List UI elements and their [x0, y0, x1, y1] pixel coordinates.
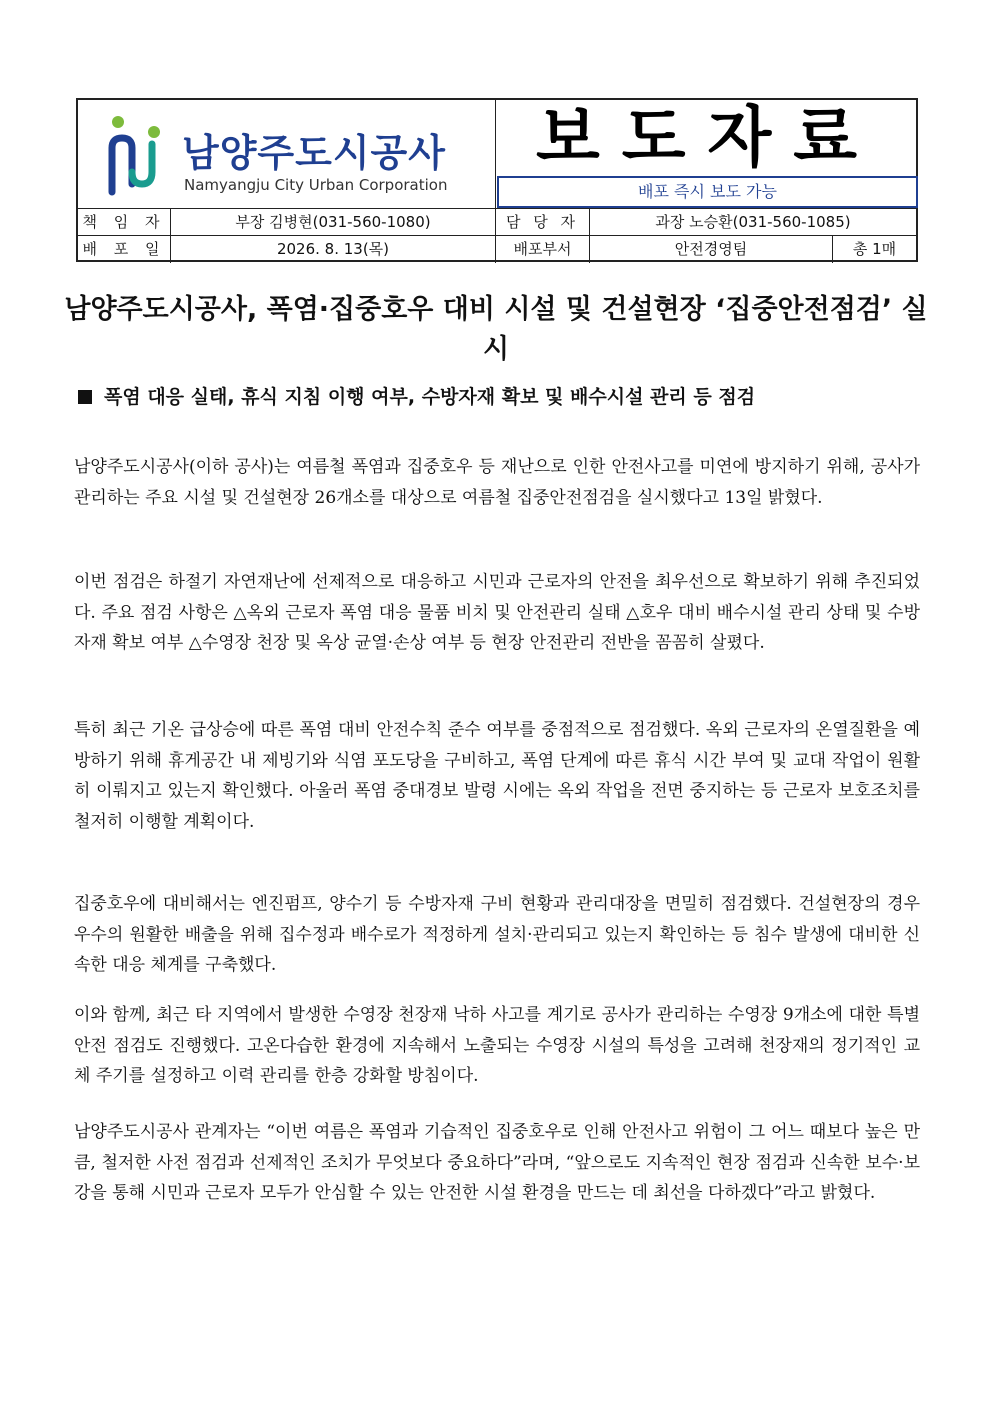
- paragraph: 특히 최근 기온 급상승에 따른 폭염 대비 안전수칙 준수 여부를 중점적으로 점검했다. 옥외 근로자의 온열질환을 예방하기 위해 휴게공간 내 제빙기와 식염 포도당을 구비하고, 폭염 단계에 따른 휴식 시간 부여 및 교대 작업이 원활히 이뤄지고 있는지 확인했다. 아울러 폭염 중대경보 발령 시에는 옥외 작업을 전면 중지하는 등 근로자 보호조치를 철저히 이행할 계획이다.: [74, 720, 920, 832]
- paragraph: 이번 점검은 하절기 자연재난에 선제적으로 대응하고 시민과 근로자의 안전을 최우선으로 확보하기 위해 추진되었다. 주요 점검 사항은 △옥외 근로자 폭염 대응 물품 비치 및 안전관리 실태 △호우 대비 배수시설 관리 상태 및 수방자재 확보 여부 △수영장 천장 및 옥상 균열·손상 여부 등 현장 안전관리 전반을 꼼꼼히 살폈다.: [74, 572, 920, 653]
- contact-value: 과장 노승환(031-560-1085): [655, 213, 851, 231]
- logo-english-name: Namyangju City Urban Corporation: [184, 176, 448, 194]
- paragraph: 이와 함께, 최근 타 지역에서 발생한 수영장 천장재 낙하 사고를 계기로 공사가 관리하는 수영장 9개소에 대한 특별 안전 점검도 진행했다. 고온다습한 환경에 지속해서 노출되는 수영장 시설의 특성을 고려해 천장재의 정기적인 교체 주기를 설정하고 이력 관리를 한층 강화할 방침이다.: [74, 1005, 920, 1086]
- contact-label: 담 당 자: [496, 209, 590, 236]
- embargo-notice: 배포 즉시 보도 가능: [497, 176, 918, 208]
- responsible-value: 부장 김병현(031-560-1080): [171, 209, 496, 236]
- paragraph: 남양주도시공사 관계자는 “이번 여름은 폭염과 기습적인 집중호우로 인해 안전사고 위험이 그 어느 때보다 높은 만큼, 철저한 사전 점검과 선제적인 조치가 무엇보다 중요하다”라며, “앞으로도 지속적인 현장 점검과 신속한 보수·보강을 통해 시민과 근로자 모두가 안심할 수 있는 안전한 시설 환경을 만드는 데 최선을 다하겠다”라고 밝혔다.: [74, 1122, 920, 1203]
- article-headline: 남양주도시공사, 폭염·집중호우 대비 시설 및 건설현장 ‘집중안전점검’ 실시: [64, 294, 928, 365]
- subheading-text: 폭염 대응 실태, 휴식 지침 이행 여부, 수방자재 확보 및 배수시설 관리 등 점검: [104, 386, 756, 408]
- press-release-header: [76, 98, 918, 262]
- date-value: 2026. 8. 13(목): [171, 236, 496, 263]
- paragraph: 집중호우에 대비해서는 엔진펌프, 양수기 등 수방자재 구비 현황과 관리대장을 면밀히 점검했다. 건설현장의 경우 우수의 원활한 배출을 위해 집수정과 배수로가 적정하게 설치·관리되고 있는지 확인하는 등 침수 발생에 대비한 신속한 대응 체계를 구축했다.: [74, 894, 920, 975]
- logo-cell: [78, 100, 496, 208]
- distribution-row: [78, 235, 916, 263]
- paragraph: 남양주도시공사(이하 공사)는 여름철 폭염과 집중호우 등 재난으로 인한 안전사고를 미연에 방지하기 위해, 공사가 관리하는 주요 시설 및 건설현장 26개소를 대상으로 여름철 집중안전점검을 실시했다고 13일 밝혔다.: [74, 457, 920, 508]
- bullet-square-icon: [78, 390, 92, 404]
- logo-korean-name: 남양주도시공사: [182, 131, 446, 175]
- contact-row: [78, 208, 916, 236]
- department-value: 안전경영팀: [590, 236, 833, 263]
- responsible-label: 책 임 자: [78, 209, 171, 236]
- department-label: 배포부서: [496, 236, 590, 263]
- date-label: 배 포 일: [78, 236, 171, 263]
- pages-count: 총 1매: [852, 240, 897, 258]
- corporation-logo-mark: [106, 114, 168, 198]
- press-release-title: 보도자료: [535, 99, 880, 176]
- article-subheading: [78, 382, 755, 409]
